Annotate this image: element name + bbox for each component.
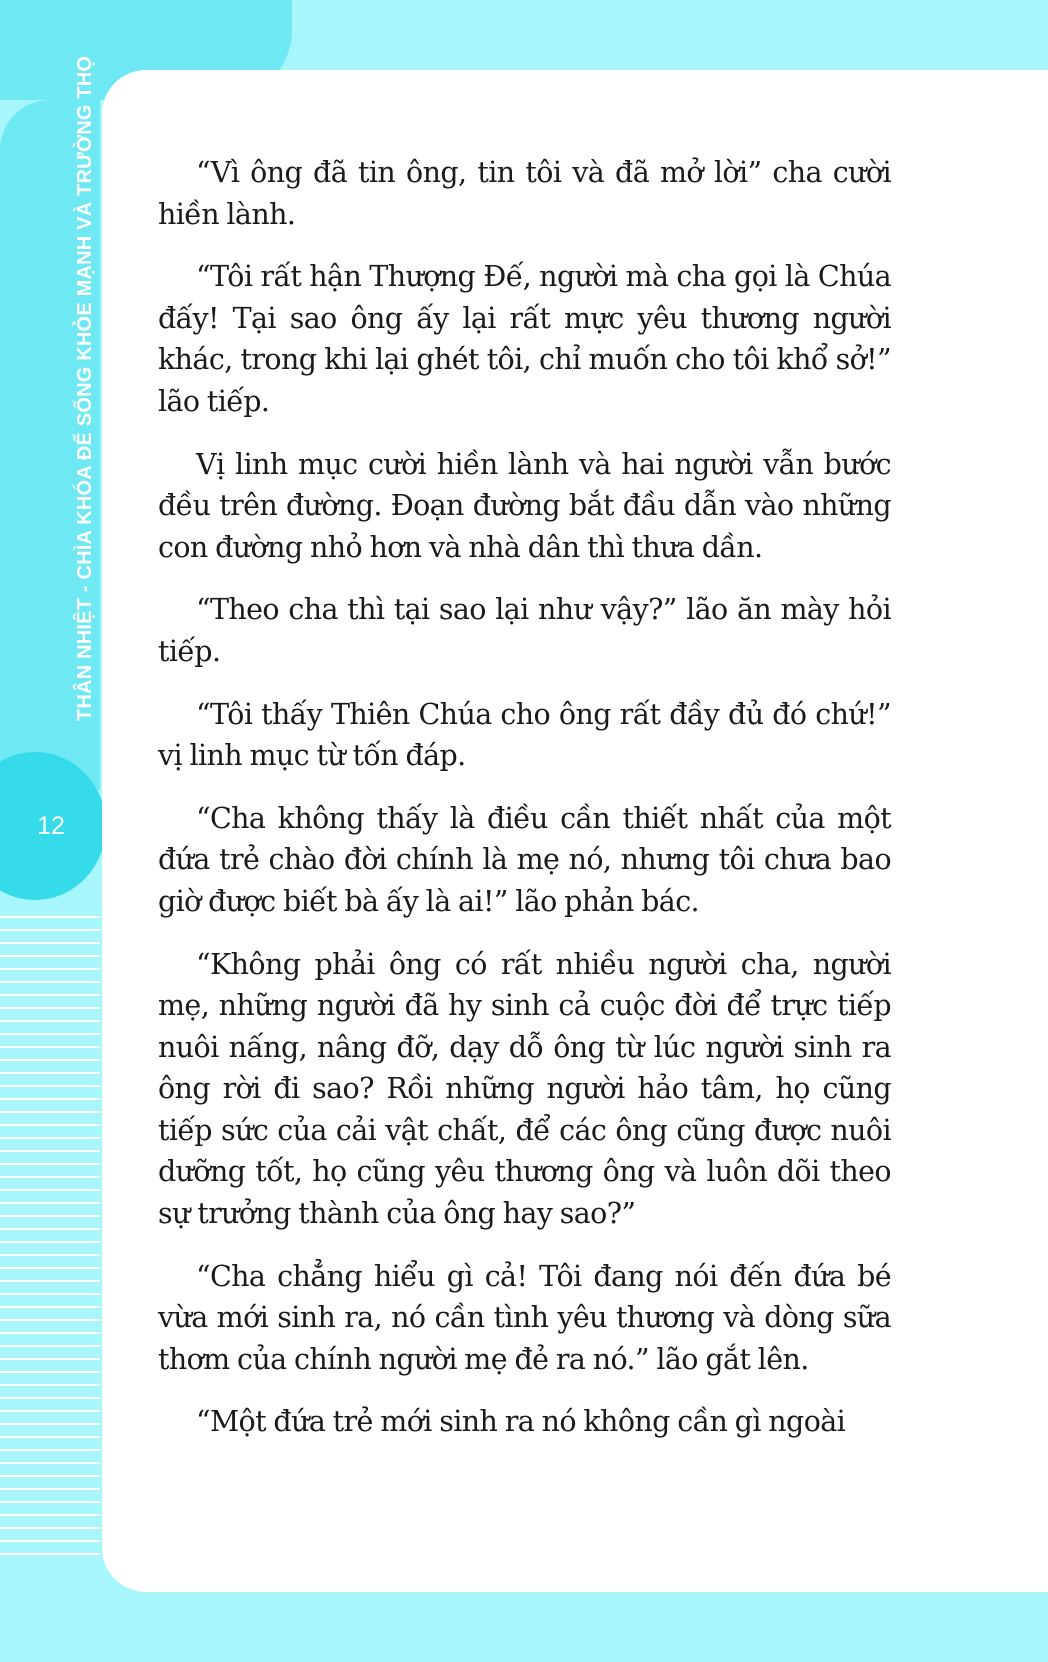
paragraph: “Một đứa trẻ mới sinh ra nó không cần gì ngoài bbox=[196, 1405, 846, 1439]
book-title: THÂN NHIỆT - CHÌA KHÓA ĐỂ SỐNG KHỎE MẠNH VÀ TRƯỜNG THỌ bbox=[74, 55, 96, 721]
page-number: 12 bbox=[37, 811, 65, 840]
paragraph: “Tôi thấy Thiên Chúa cho ông rất đầy đủ đó chứ!” vị linh mục từ tốn đáp. bbox=[158, 697, 891, 773]
paragraph: “Theo cha thì tại sao lại như vậy?” lão ăn mày hỏi tiếp. bbox=[158, 593, 891, 668]
paragraph: “Không phải ông có rất nhiều người cha, người mẹ, những người đã hy sinh cả cuộc đời để trực tiếp nuôi nấng, nâng đỡ, dạy dỗ ông từ lúc người sinh ra ông rời đi sao? Rồi những người hảo tâm, họ cũng tiếp sức của cải vật chất, để các ông cũng được nuôi dưỡng tốt, họ cũng yêu thương ông và luôn dõi theo sự trưởng thành của ông hay sao?” bbox=[158, 947, 891, 1231]
paragraph: “Cha chẳng hiểu gì cả! Tôi đang nói đến đứa bé vừa mới sinh ra, nó cần tình yêu thương và dòng sữa thơm của chính người mẹ đẻ ra nó.” lão gắt lên. bbox=[158, 1259, 891, 1376]
paragraph: Vị linh mục cười hiền lành và hai người vẫn bước đều trên đường. Đoạn đường bắt đầu dẫn vào những con đường nhỏ hơn và nhà dân thì thưa dần. bbox=[158, 447, 891, 564]
paragraph: “Cha không thấy là điều cần thiết nhất của một đứa trẻ chào đời chính là mẹ nó, nhưng tôi chưa bao giờ được biết bà ấy là ai!” lão phản bác. bbox=[158, 801, 891, 918]
decorative-stripes bbox=[0, 905, 100, 1555]
body-text bbox=[158, 152, 891, 1443]
paragraph: “Tôi rất hận Thượng Đế, người mà cha gọi là Chúa đấy! Tại sao ông ấy lại rất mực yêu thương người khác, trong khi lại ghét tôi, chỉ muốn cho tôi khổ sở!” lão tiếp. bbox=[158, 260, 891, 418]
paragraph: “Vì ông đã tin ông, tin tôi và đã mở lời” cha cười hiền lành. bbox=[158, 156, 891, 231]
